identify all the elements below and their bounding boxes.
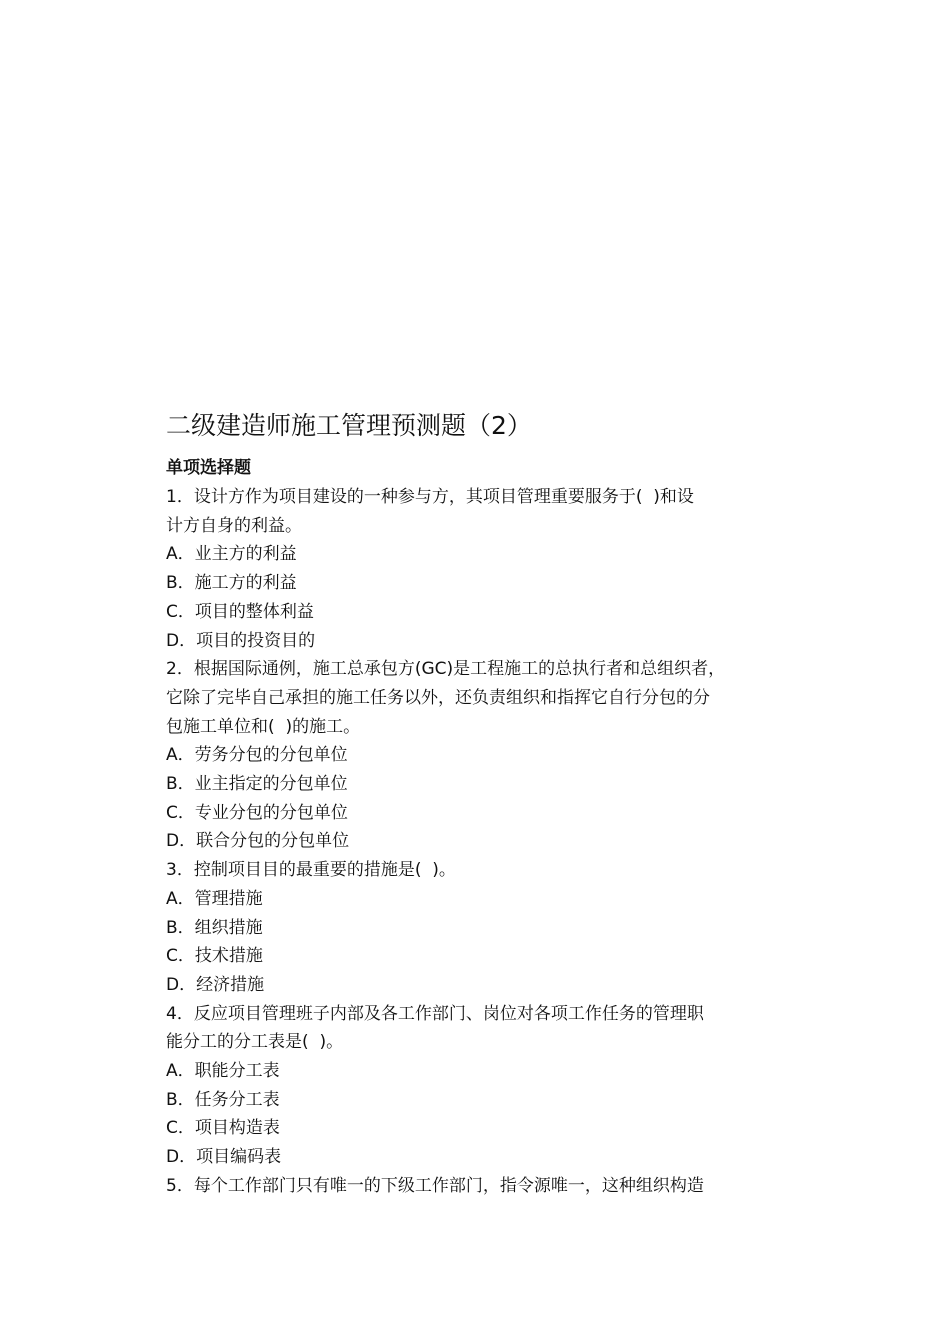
text-line: 能分工的分工表是( )。 xyxy=(166,1032,344,1053)
document-content xyxy=(166,408,796,1201)
text-line: A．劳务分包的分包单位 xyxy=(166,745,348,766)
text-line: B．业主指定的分包单位 xyxy=(166,774,348,795)
text-line: C．项目的整体利益 xyxy=(166,601,314,622)
text-line: 它除了完毕自己承担的施工任务以外，还负责组织和指挥它自行分包的分 xyxy=(166,687,710,708)
text-line: B．任务分工表 xyxy=(166,1089,280,1110)
text-line: 3．控制项目目的最重要的措施是( )。 xyxy=(166,860,456,881)
text-line: B．组织措施 xyxy=(166,917,263,938)
section-heading: 单项选择题 xyxy=(166,458,251,478)
text-line: C．技术措施 xyxy=(166,946,263,967)
document-title: 二级建造师施工管理预测题（2） xyxy=(166,411,532,440)
text-line: D．项目的投资目的 xyxy=(166,630,316,651)
text-line: D．项目编码表 xyxy=(166,1147,282,1168)
text-line: C．专业分包的分包单位 xyxy=(166,802,348,823)
text-line: 计方自身的利益。 xyxy=(166,515,302,536)
text-line: D．联合分包的分包单位 xyxy=(166,831,350,852)
text-line: A．管理措施 xyxy=(166,888,263,909)
text-line: B．施工方的利益 xyxy=(166,573,297,594)
text-line: 4．反应项目管理班子内部及各工作部门、岗位对各项工作任务的管理职 xyxy=(166,1003,704,1024)
text-line: 包施工单位和( )的施工。 xyxy=(166,716,361,737)
text-line: 1．设计方作为项目建设的一种参与方，其项目管理重要服务于( )和设 xyxy=(166,487,694,507)
text-line: C．项目构造表 xyxy=(166,1118,280,1139)
question-list xyxy=(166,483,796,1201)
text-line: 5．每个工作部门只有唯一的下级工作部门，指令源唯一，这种组织构造 xyxy=(166,1175,704,1196)
text-line: A．职能分工表 xyxy=(166,1061,280,1082)
text-line: 2．根据国际通例，施工总承包方(GC)是工程施工的总执行者和总组织者， xyxy=(166,659,726,680)
text-line: D．经济措施 xyxy=(166,974,265,995)
text-line: A．业主方的利益 xyxy=(166,544,297,565)
